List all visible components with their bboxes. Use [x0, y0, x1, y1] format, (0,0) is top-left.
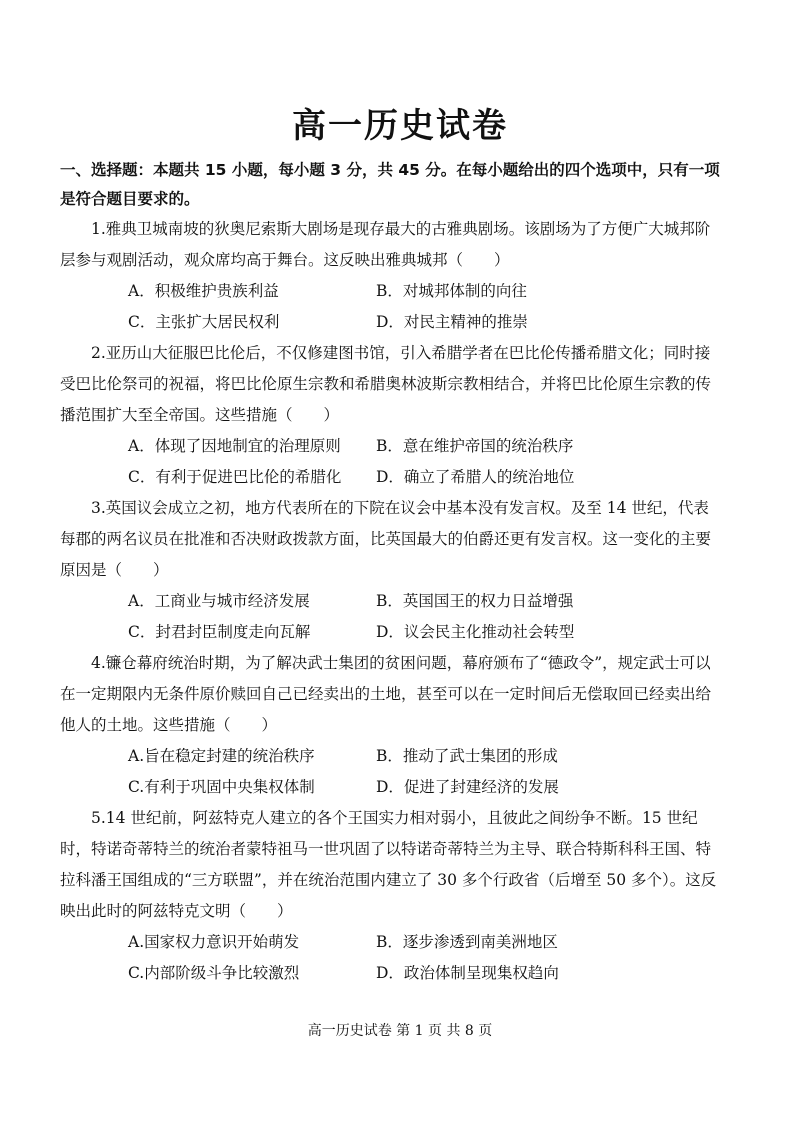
- option-c: C.内部阶级斗争比较激烈: [128, 964, 300, 982]
- option-a: A．工商业与城市经济发展: [128, 592, 310, 610]
- options: [60, 741, 720, 803]
- option-a: A．积极维护贵族利益: [128, 282, 279, 300]
- option-a: A．体现了因地制宜的治理原则: [128, 437, 341, 455]
- question-stem: 4.镰仓幕府统治时期，为了解决武士集团的贫困问题，幕府颁布了“德政令”，规定武士可以在一定期限内无条件原价赎回自己已经卖出的土地，甚至可以在一定时间后无偿取回已经卖出给他人的土地。这些措施（ ）: [60, 654, 712, 734]
- options: [60, 276, 720, 338]
- option-b: B．逐步渗透到南美洲地区: [376, 933, 558, 951]
- option-a: A.国家权力意识开始萌发: [128, 933, 300, 951]
- option-d: D．政治体制呈现集权趋向: [376, 964, 559, 982]
- question-1: [60, 214, 720, 338]
- option-b: B．英国国王的权力日益增强: [376, 592, 574, 610]
- option-a: A.旨在稳定封建的统治秩序: [128, 747, 315, 765]
- question-4: [60, 648, 720, 803]
- options: [60, 431, 720, 493]
- question-stem: 1.雅典卫城南坡的狄奥尼索斯大剧场是现存最大的古雅典剧场。该剧场为了方便广大城邦阶层参与观剧活动，观众席均高于舞台。这反映出雅典城邦（ ）: [60, 220, 711, 269]
- option-c: C．有利于促进巴比伦的希腊化: [128, 468, 342, 486]
- section-heading: 一、选择题：本题共 15 小题，每小题 3 分，共 45 分。在每小题给出的四个选项中，只有一项是符合题目要求的。: [60, 161, 720, 208]
- question-2: [60, 338, 720, 493]
- option-b: B．推动了武士集团的形成: [376, 747, 558, 765]
- option-c: C．封君封臣制度走向瓦解: [128, 623, 311, 641]
- option-d: D．议会民主化推动社会转型: [376, 623, 575, 641]
- option-d: D．对民主精神的推崇: [376, 313, 528, 331]
- option-c: C．主张扩大居民权利: [128, 313, 280, 331]
- question-stem: 2.亚历山大征服巴比伦后，不仅修建图书馆，引入希腊学者在巴比伦传播希腊文化；同时接受巴比伦祭司的祝福，将巴比伦原生宗教和希腊奥林波斯宗教相结合，并将巴比伦原生宗教的传播范围扩大至全帝国。这些措施（ ）: [60, 344, 712, 424]
- question-5: [60, 803, 720, 989]
- page-footer: 高一历史试卷 第 1 页 共 8 页: [307, 1023, 493, 1039]
- page-title: 高一历史试卷: [292, 106, 508, 146]
- option-c: C.有利于巩固中央集权体制: [128, 778, 315, 796]
- option-b: B．意在维护帝国的统治秩序: [376, 437, 574, 455]
- question-3: [60, 493, 720, 648]
- questions-list: [60, 214, 720, 989]
- option-b: B．对城邦体制的向往: [376, 282, 527, 300]
- question-stem: 5.14 世纪前，阿兹特克人建立的各个王国实力相对弱小，且彼此之间纷争不断。15 世纪时，特诺奇蒂特兰的统治者蒙特祖马一世巩固了以特诺奇蒂特兰为主导、联合特斯科科王国、特拉科潘王国组成的“三方联盟”，并在统治范围内建立了 30 多个行政省（后增至 50 多个）。这反映出此时的阿兹特克文明（ ）: [60, 809, 717, 920]
- question-stem: 3.英国议会成立之初，地方代表所在的下院在议会中基本没有发言权。及至 14 世纪，代表每郡的两名议员在批准和否决财政拨款方面，比英国最大的伯爵还更有发言权。这一变化的主要原因是（ ）: [60, 499, 712, 579]
- options: [60, 927, 720, 989]
- option-d: D．确立了希腊人的统治地位: [376, 468, 575, 486]
- options: [60, 586, 720, 648]
- option-d: D．促进了封建经济的发展: [376, 778, 559, 796]
